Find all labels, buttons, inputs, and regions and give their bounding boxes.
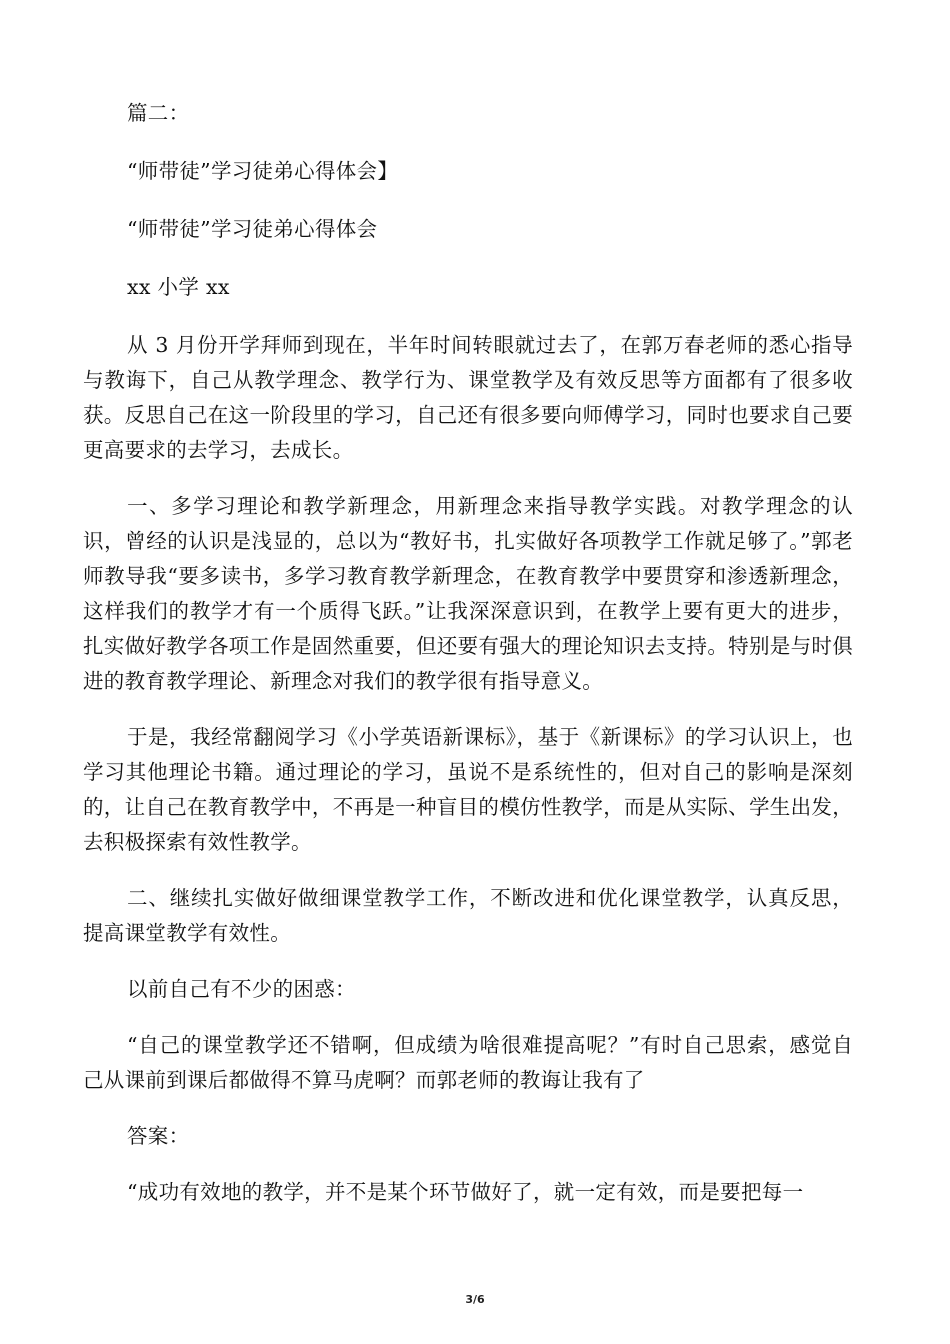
paragraph-intro: 从 3 月份开学拜师到现在，半年时间转眼就过去了，在郭万春老师的悉心指导与教诲下，自己从教学理念、教学行为、课堂教学及有效反思等方面都有了很多收获。反思自己在这一阶段里的学习，自己还有很多要向师傅学习，同时也要求自己要更高要求的去学习，去成长。 xyxy=(83,333,853,462)
article-title-bracketed: “师带徒”学习徒弟心得体会】 xyxy=(127,159,399,183)
page-number: 3/6 xyxy=(465,1293,485,1306)
article-title: “师带徒”学习徒弟心得体会 xyxy=(127,217,378,241)
author-line: xx 小学 xx xyxy=(127,275,230,299)
paragraph-answer-label: 答案： xyxy=(127,1124,190,1148)
section-heading: 篇二： xyxy=(127,101,190,125)
paragraph-point-two: 二、继续扎实做好做细课堂教学工作，不断改进和优化课堂教学，认真反思，提高课堂教学有效性。 xyxy=(83,886,853,945)
paragraph-question: “自己的课堂教学还不错啊，但成绩为啥很难提高呢？”有时自己思索，感觉自己从课前到课后都做得不算马虎啊？而郭老师的教诲让我有了 xyxy=(83,1033,853,1092)
paragraph-confusion: 以前自己有不少的困惑： xyxy=(127,977,356,1001)
paragraph-answer-text: “成功有效地的教学，并不是某个环节做好了，就一定有效，而是要把每一 xyxy=(127,1180,804,1204)
paragraph-point-one: 一、多学习理论和教学新理念，用新理念来指导教学实践。对教学理念的认识，曾经的认识是浅显的，总以为“教好书，扎实做好各项教学工作就足够了。”郭老师教导我“要多读书，多学习教育教学新理念，在教育教学中要贯穿和渗透新理念，这样我们的教学才有一个质得飞跃。”让我深深意识到，在教学上要有更大的进步，扎实做好教学各项工作是固然重要，但还要有强大的理论知识去支持。特别是与时俱进的教育教学理论、新理念对我们的教学很有指导意义。 xyxy=(83,494,853,693)
paragraph-reading: 于是，我经常翻阅学习《小学英语新课标》，基于《新课标》的学习认识上，也学习其他理论书籍。通过理论的学习，虽说不是系统性的，但对自己的影响是深刻的，让自己在教育教学中，不再是一种盲目的模仿性教学，而是从实际、学生出发，去积极探索有效性教学。 xyxy=(83,725,853,854)
document-body xyxy=(83,96,853,1210)
